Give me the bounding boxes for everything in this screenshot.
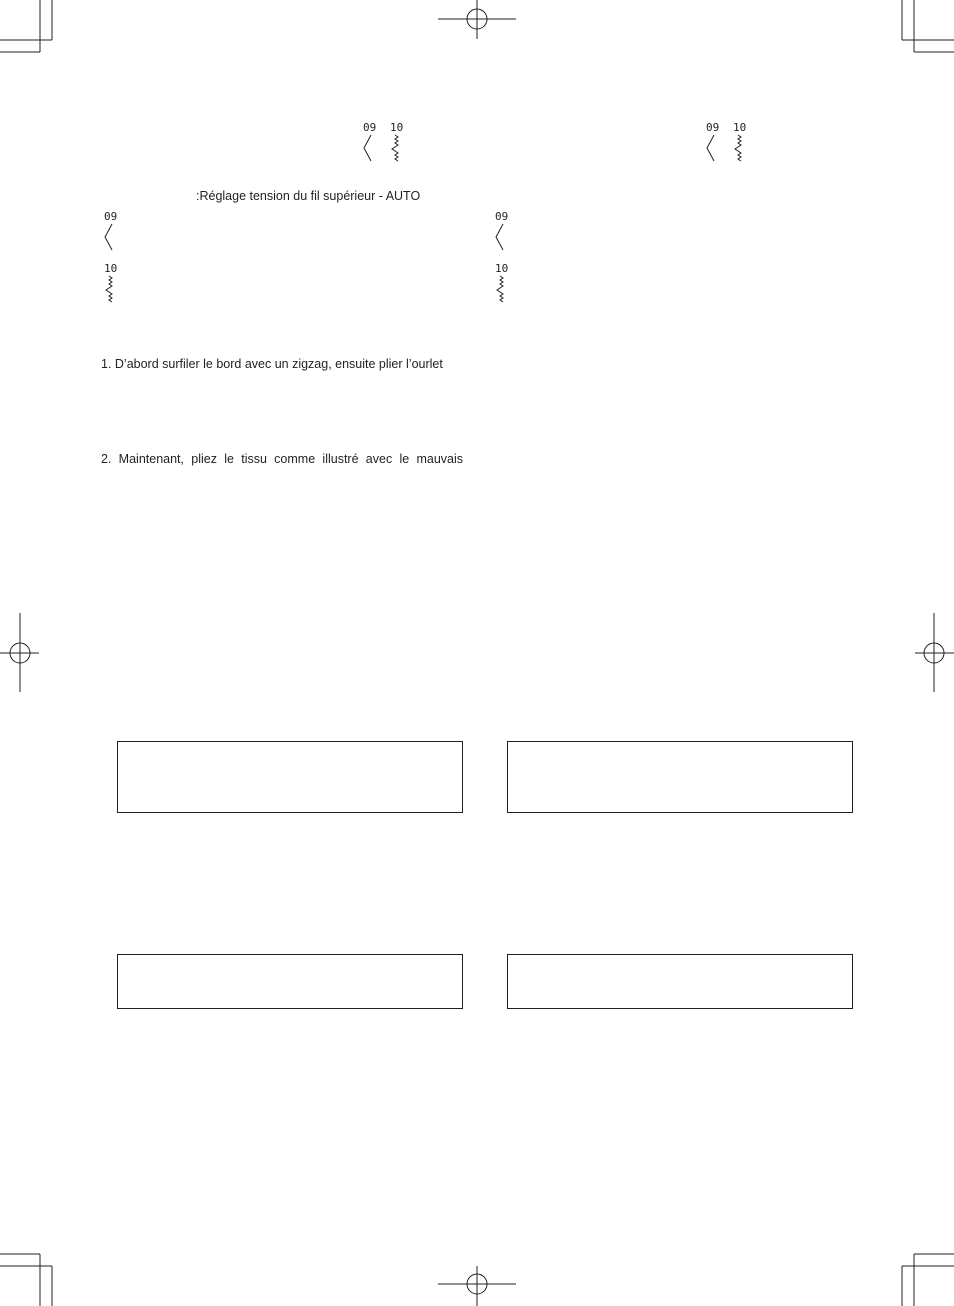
zigzag-stitch-icon xyxy=(705,134,723,162)
multi-zigzag-stitch-icon xyxy=(103,275,121,303)
zigzag-stitch-icon xyxy=(362,134,380,162)
stitch-number-09: 09 xyxy=(104,210,118,223)
step-1-text: 1. D’abord surfiler le bord avec un zigzag, ensuite plier l’ourlet xyxy=(101,357,443,371)
zigzag-stitch-icon xyxy=(103,223,121,251)
step-2-text: 2. Maintenant, pliez le tissu comme illustré avec le mauvais xyxy=(101,452,463,466)
tension-setting-label: :Réglage tension du fil supérieur - AUTO xyxy=(196,189,421,203)
stitch-number-10: 10 xyxy=(495,262,509,275)
multi-zigzag-stitch-icon xyxy=(494,275,512,303)
stitch-number-10: 10 xyxy=(733,121,747,134)
multi-zigzag-stitch-icon xyxy=(389,134,407,162)
stitch-number-10: 10 xyxy=(390,121,404,134)
zigzag-stitch-icon xyxy=(494,223,512,251)
stitch-number-09: 09 xyxy=(706,121,720,134)
multi-zigzag-stitch-icon xyxy=(732,134,750,162)
frame-box-upper-left xyxy=(117,741,463,813)
stitch-number-09: 09 xyxy=(363,121,377,134)
stitch-number-10: 10 xyxy=(104,262,118,275)
frame-box-lower-right xyxy=(507,954,853,1009)
stitch-number-09: 09 xyxy=(495,210,509,223)
frame-box-lower-left xyxy=(117,954,463,1009)
frame-box-upper-right xyxy=(507,741,853,813)
